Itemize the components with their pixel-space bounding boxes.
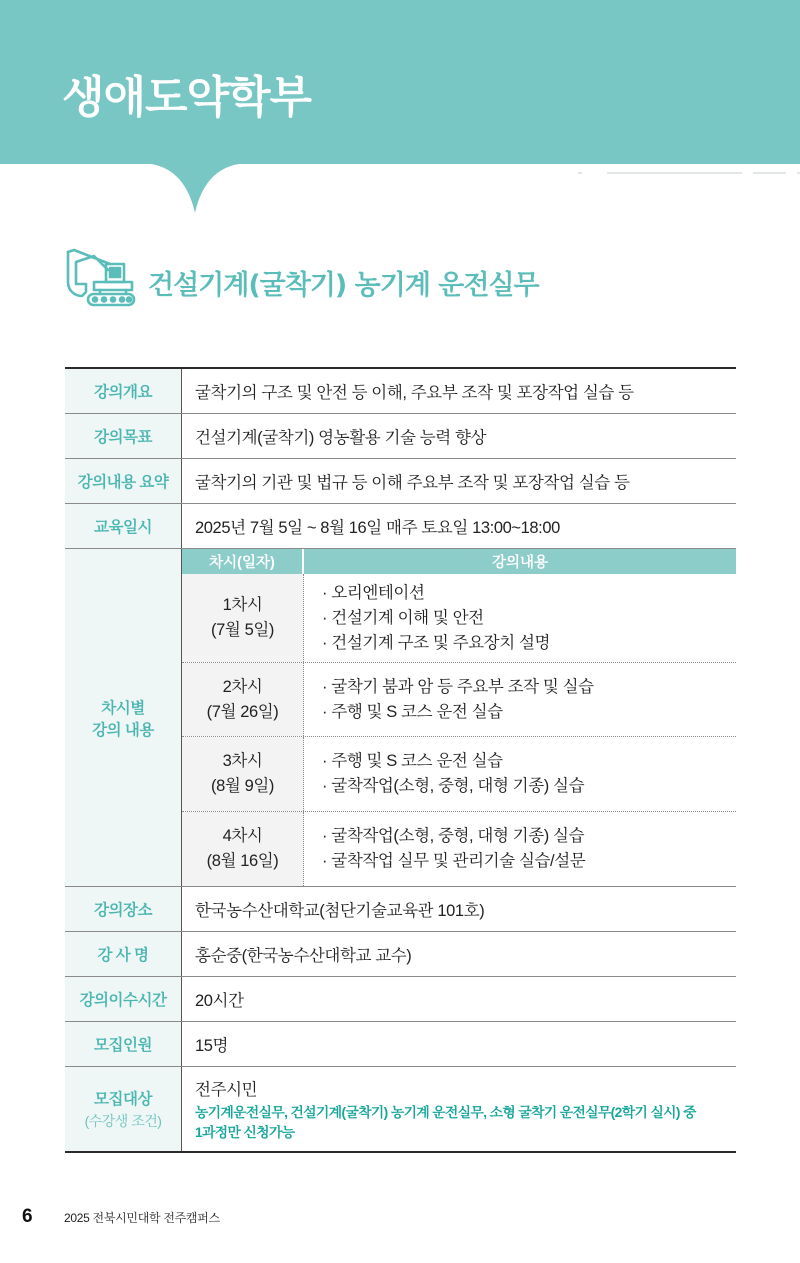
session-date: (8월 16일) [206,852,279,870]
session-date: (8월 9일) [210,777,274,795]
label-sessions-line1: 차시별 [101,699,145,717]
session-row [182,736,736,811]
session-content-cell [304,663,736,736]
session-content-cell [304,812,736,886]
row-overview [65,369,736,414]
session-row [182,574,736,662]
row-location [65,887,736,932]
label-target-main: 모집대상 [94,1091,152,1108]
label-sessions-line2: 강의 내용 [92,721,154,739]
excavator-icon [64,248,136,308]
label-location: 강의장소 [65,887,182,931]
label-sessions [65,549,182,886]
label-hours: 강의이수시간 [65,977,182,1021]
row-hours [65,977,736,1022]
course-title: 건설기계(굴착기) 농기계 운전실무 [148,269,539,301]
session-content-item: · 오리엔테이션 [322,583,425,602]
page-footer [22,1206,220,1228]
session-content-item: · 주행 및 S 코스 운전 실습 [322,702,503,721]
row-capacity [65,1022,736,1067]
session-date-cell [182,663,304,736]
header-session-content: 강의내용 [491,555,549,571]
value-instructor: 홍순중(한국농수산대학교 교수) [195,947,412,965]
label-capacity: 모집인원 [65,1022,182,1066]
session-number: 2차시 [222,677,263,696]
label-summary: 강의내용 요약 [65,459,182,503]
label-target-sub: (수강생 조건) [84,1113,162,1129]
row-target [65,1067,736,1151]
row-schedule [65,504,736,549]
value-summary: 굴착기의 기관 및 법규 등 이해 주요부 조작 및 포장작업 실습 등 [195,474,630,492]
session-row [182,811,736,886]
value-capacity: 15명 [195,1037,229,1055]
session-date-cell [182,574,304,662]
session-content-item: · 건설기계 구조 및 주요장치 설명 [322,633,551,652]
course-header [64,248,539,308]
label-schedule: 교육일시 [65,504,182,548]
session-row [182,662,736,736]
session-content-cell [304,574,736,662]
target-note-line2: 1과정만 신청가능 [195,1124,295,1140]
decorative-lines [575,172,800,176]
course-info-table [65,367,736,1153]
session-number: 3차시 [222,752,263,770]
session-date-cell [182,812,304,886]
session-content-item: · 굴착작업(소형, 중형, 대형 기종) 실습 [322,827,585,845]
value-location: 한국농수산대학교(첨단기술교육관 101호) [195,902,485,920]
sessions-header [182,549,736,574]
value-hours: 20시간 [195,992,244,1010]
row-summary [65,459,736,504]
section-banner [0,0,800,164]
session-content-item: · 건설기계 이해 및 안전 [322,608,484,627]
session-content-item: · 주행 및 S 코스 운전 실습 [322,752,503,770]
session-content-item: · 굴착작업 실무 및 관리기술 실습/설문 [322,852,586,870]
session-content-item: · 굴착기 붐과 암 등 주요부 조작 및 실습 [322,677,594,696]
session-content-item: · 굴착작업(소형, 중형, 대형 기종) 실습 [322,777,585,795]
banner-pointer-decoration [140,163,250,215]
session-content-cell [304,737,736,811]
session-number: 4차시 [222,827,263,845]
page-number: 6 [22,1206,33,1227]
sessions-subtable [182,549,736,886]
target-note-line1: 농기계운전실무, 건설기계(굴착기) 농기계 운전실무, 소형 굴착기 운전실무(2학기 실시) 중 [195,1104,696,1120]
publication-name: 2025 전북시민대학 전주캠퍼스 [64,1211,220,1225]
session-date: (7월 26일) [206,702,279,721]
target-audience: 전주시민 [195,1080,258,1099]
header-session-date: 차시(일자) [182,549,304,574]
label-instructor: 강 사 명 [65,932,182,976]
session-date-cell [182,737,304,811]
label-target [65,1067,182,1151]
section-title: 생애도약학부 [62,72,312,123]
value-goal: 건설기계(굴착기) 영농활용 기술 능력 향상 [195,429,487,447]
session-date: (7월 5일) [210,621,274,639]
row-sessions [65,549,736,887]
row-goal [65,414,736,459]
value-overview: 굴착기의 구조 및 안전 등 이해, 주요부 조작 및 포장작업 실습 등 [195,384,634,402]
value-target [182,1067,736,1151]
label-goal: 강의목표 [65,414,182,458]
row-instructor [65,932,736,977]
value-schedule: 2025년 7월 5일 ~ 8월 16일 매주 토요일 13:00~18:00 [195,519,560,537]
session-number: 1차시 [222,596,263,614]
label-overview: 강의개요 [65,369,182,413]
